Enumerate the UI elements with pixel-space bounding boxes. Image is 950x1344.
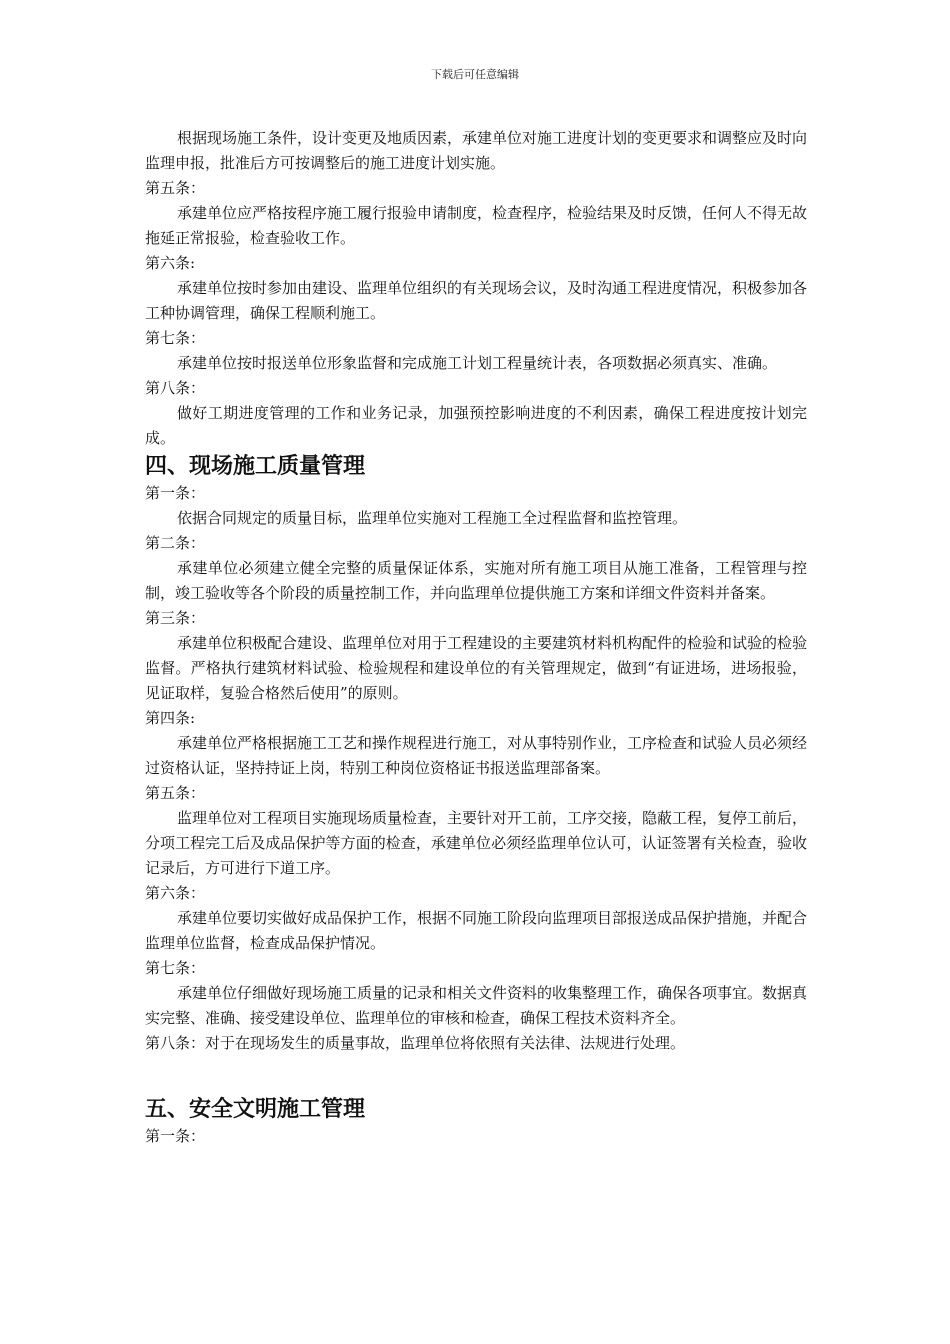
section-heading: 四、现场施工质量管理 xyxy=(145,453,366,479)
article-label: 第五条： xyxy=(145,784,206,802)
article-paragraph: 承建单位按时参加由建设、监理单位组织的有关现场会议，及时沟通工程进度情况，积极参加各工种协调管理，确保工程顺利施工。 xyxy=(145,279,808,322)
article-label: 第四条: xyxy=(145,709,196,727)
article-label: 第二条： xyxy=(145,534,206,552)
article-label: 第六条： xyxy=(145,884,206,902)
article-paragraph: 根据现场施工条件，设计变更及地质因素，承建单位对施工进度计划的变更要求和调整应及时向监理申报，批准后方可按调整后的施工进度计划实施。 xyxy=(145,129,808,172)
section-heading: 五、安全文明施工管理 xyxy=(145,1096,366,1122)
article-paragraph: 监理单位对工程项目实施现场质量检查，主要针对开工前，工序交接，隐蔽工程，复停工前后，分项工程完工后及成品保护等方面的检查，承建单位必须经监理单位认可，认证签署有关检查，验收记录后，方可进行下道工序。 xyxy=(145,809,808,877)
article-paragraph: 依据合同规定的质量目标，监理单位实施对工程施工全过程监督和监控管理。 xyxy=(177,509,688,527)
article-paragraph: 承建单位仔细做好现场施工质量的记录和相关文件资料的收集整理工作，确保各项事宜。数据真实完整、准确、接受建设单位、监理单位的审核和检查，确保工程技术资料齐全。 xyxy=(145,984,808,1027)
section-spacer xyxy=(145,1056,807,1094)
article-paragraph: 承建单位应严格按程序施工履行报验申请制度，检查程序，检验结果及时反馈，任何人不得无故拖延正常报验，检查验收工作。 xyxy=(145,204,808,247)
article-label: 第七条： xyxy=(145,329,206,347)
article-label: 第一条： xyxy=(145,484,206,502)
article-label: 第五条： xyxy=(145,179,206,197)
article-label: 第三条： xyxy=(145,609,206,627)
article-paragraph: 承建单位按时报送单位形象监督和完成施工计划工程量统计表，各项数据必须真实、准确。 xyxy=(177,354,778,372)
page-header: 下载后可任意编辑 xyxy=(431,68,519,81)
article-paragraph: 承建单位要切实做好成品保护工作，根据不同施工阶段向监理项目部报送成品保护措施，并配合监理单位监督，检查成品保护情况。 xyxy=(145,909,808,952)
article-paragraph: 承建单位必须建立健全完整的质量保证体系，实施对所有施工项目从施工准备，工程管理与控制，竣工验收等各个阶段的质量控制工作，并向监理单位提供施工方案和详细文件资料并备案。 xyxy=(145,559,807,602)
article-paragraph: 做好工期进度管理的工作和业务记录，加强预控影响进度的不利因素，确保工程进度按计划完成。 xyxy=(145,404,807,447)
article-label: 第八条： xyxy=(145,379,206,397)
article-paragraph: 承建单位积极配合建设、监理单位对用于工程建设的主要建筑材料机构配件的检验和试验的检验监督。严格执行建筑材料试验、检验规程和建设单位的有关管理规定，做到“有证进场，进场报验，见证取样，复验合格然后使用”的原则。 xyxy=(145,634,808,702)
article-paragraph: 承建单位严格根据施工工艺和操作规程进行施工，对从事特别作业，工序检查和试验人员必须经过资格认证，坚持持证上岗，特别工种岗位资格证书报送监理部备案。 xyxy=(145,734,808,777)
article-label: 第八条：对于在现场发生的质量事故，监理单位将依照有关法律、法规进行处理。 xyxy=(145,1034,686,1052)
article-label: 第六条: xyxy=(145,254,196,272)
article-label: 第七条： xyxy=(145,959,206,977)
article-label: 第一条： xyxy=(145,1127,206,1145)
document-body xyxy=(145,126,807,1149)
